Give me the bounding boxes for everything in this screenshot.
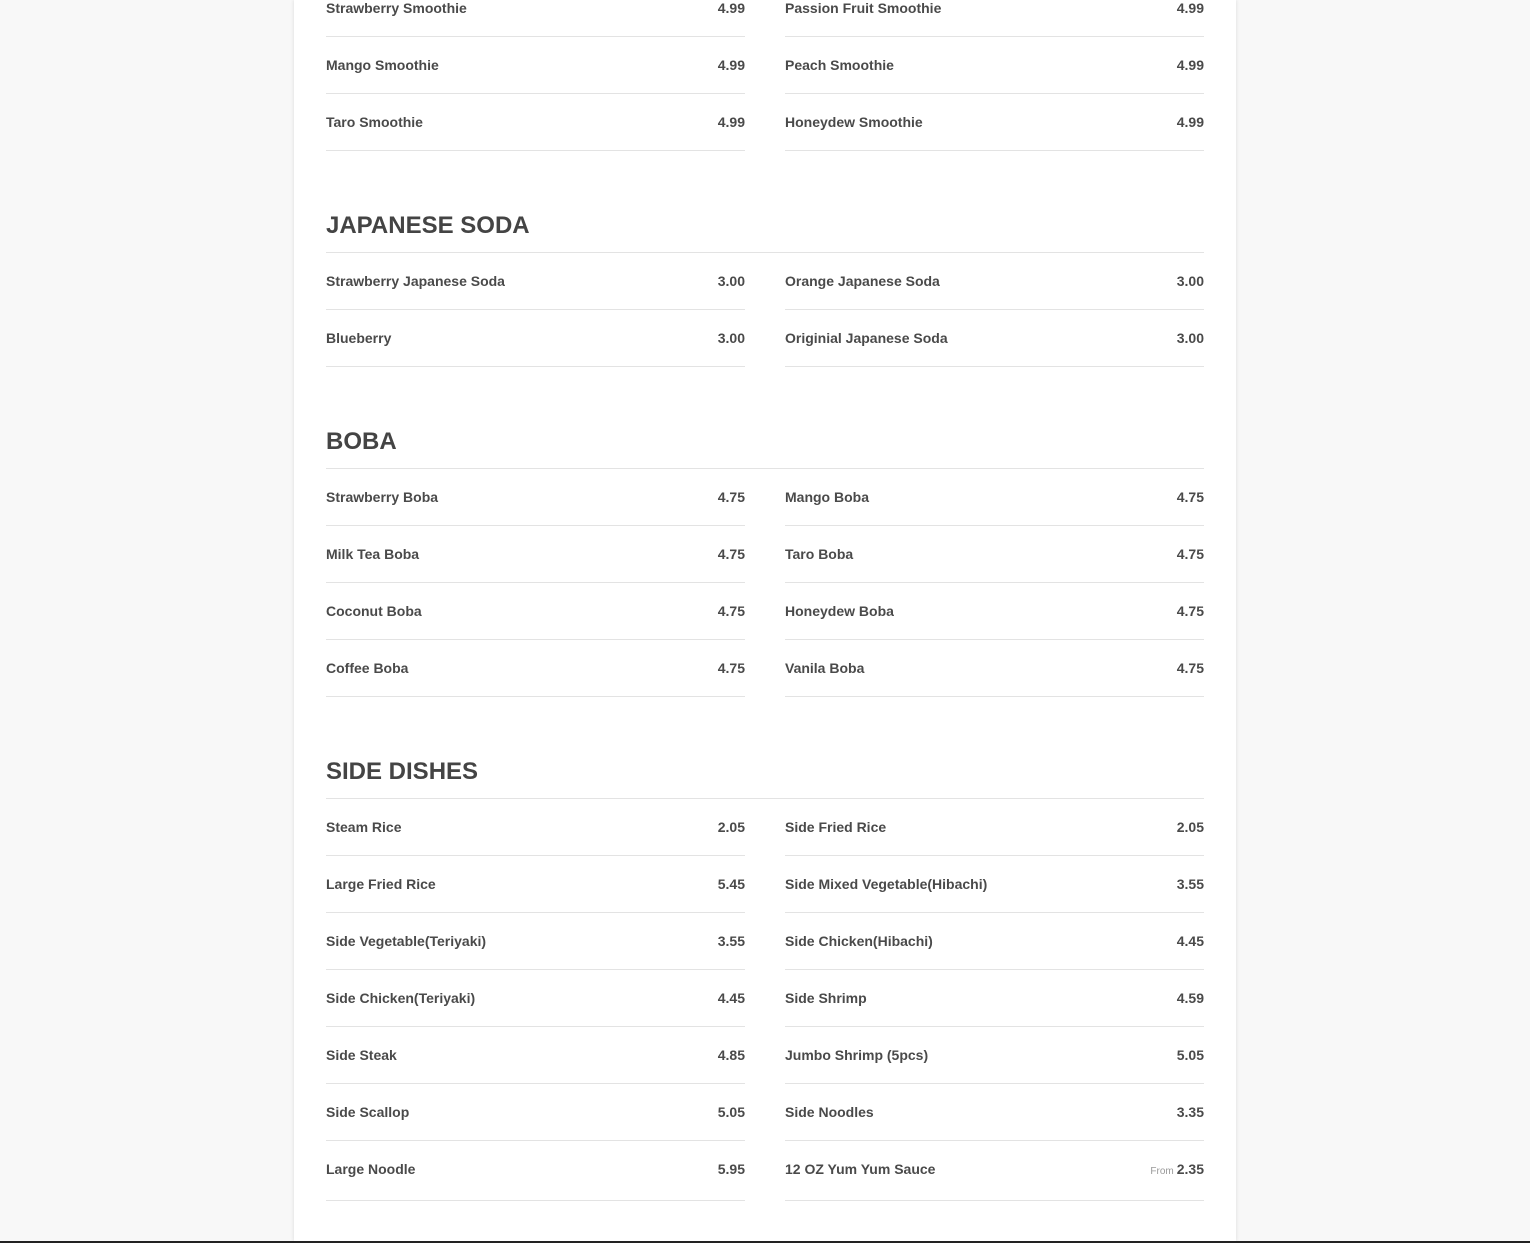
menu-item[interactable] — [785, 1027, 1204, 1084]
item-price: 4.45 — [1176, 933, 1204, 949]
item-price: 3.00 — [717, 273, 745, 289]
menu-item[interactable] — [326, 1027, 745, 1084]
boba-left-column — [326, 469, 745, 697]
item-name: Mango Smoothie — [326, 57, 439, 73]
menu-item[interactable] — [785, 1084, 1204, 1141]
item-price: 2.05 — [1176, 819, 1204, 835]
item-price: 4.99 — [1176, 57, 1204, 73]
item-name: Jumbo Shrimp (5pcs) — [785, 1047, 929, 1063]
menu-item[interactable] — [785, 526, 1204, 583]
boba-right-column — [785, 469, 1204, 697]
item-price: 4.75 — [1176, 603, 1204, 619]
item-name: Side Steak — [326, 1047, 397, 1063]
menu-item[interactable] — [326, 799, 745, 856]
item-price: 3.00 — [1176, 330, 1204, 346]
side-dishes-left-column — [326, 799, 745, 1201]
price-prefix: From — [1150, 1166, 1174, 1177]
item-name: Coconut Boba — [326, 603, 422, 619]
menu-item[interactable] — [785, 856, 1204, 913]
item-name: Strawberry Smoothie — [326, 0, 467, 16]
section-title: BOBA — [326, 428, 397, 455]
item-price — [1150, 1162, 1204, 1177]
menu-item[interactable] — [326, 640, 745, 697]
item-price: 4.75 — [1176, 546, 1204, 562]
section-title: JAPANESE SODA — [326, 212, 530, 239]
menu-item[interactable] — [785, 1141, 1204, 1201]
item-name: Blueberry — [326, 330, 392, 346]
item-price: 3.00 — [717, 330, 745, 346]
item-name: Taro Boba — [785, 546, 854, 562]
menu-item[interactable] — [785, 253, 1204, 310]
item-price: 4.59 — [1176, 990, 1204, 1006]
item-name: Taro Smoothie — [326, 114, 423, 130]
japanese-soda-left-column — [326, 253, 745, 367]
item-name: Side Scallop — [326, 1104, 410, 1120]
item-price: 4.75 — [717, 603, 745, 619]
item-name: Passion Fruit Smoothie — [785, 0, 942, 16]
item-price: 4.75 — [1176, 660, 1204, 676]
item-price: 4.99 — [717, 57, 745, 73]
item-name: Steam Rice — [326, 819, 402, 835]
boba-section — [326, 430, 1204, 697]
smoothie-right-column — [785, 0, 1204, 151]
menu-item[interactable] — [326, 253, 745, 310]
item-name: Side Noodles — [785, 1104, 874, 1120]
item-name: Side Fried Rice — [785, 819, 887, 835]
item-price: 5.05 — [1176, 1047, 1204, 1063]
menu-item[interactable] — [785, 37, 1204, 94]
menu-item[interactable] — [326, 469, 745, 526]
menu-item[interactable] — [326, 94, 745, 151]
item-name: Side Vegetable(Teriyaki) — [326, 933, 487, 949]
item-name: Side Chicken(Teriyaki) — [326, 990, 476, 1006]
item-price: 3.55 — [1176, 876, 1204, 892]
item-price: 2.05 — [717, 819, 745, 835]
menu-item[interactable] — [785, 0, 1204, 37]
item-price: 4.75 — [717, 660, 745, 676]
item-price: 4.99 — [717, 0, 745, 16]
item-name: 12 OZ Yum Yum Sauce — [785, 1161, 936, 1177]
item-price: 5.05 — [717, 1104, 745, 1120]
item-price: 4.99 — [717, 114, 745, 130]
menu-item[interactable] — [785, 970, 1204, 1027]
section-title: SIDE DISHES — [326, 758, 479, 785]
item-name: Large Fried Rice — [326, 876, 436, 892]
menu-item[interactable] — [326, 1084, 745, 1141]
item-price: 4.75 — [717, 546, 745, 562]
item-name: Side Chicken(Hibachi) — [785, 933, 933, 949]
side-dishes-section — [326, 760, 1204, 1201]
smoothie-section — [326, 0, 1204, 151]
menu-item[interactable] — [326, 583, 745, 640]
menu-item[interactable] — [785, 469, 1204, 526]
item-price: 5.45 — [717, 876, 745, 892]
menu-item[interactable] — [326, 37, 745, 94]
item-name: Milk Tea Boba — [326, 546, 420, 562]
side-dishes-right-column — [785, 799, 1204, 1201]
item-name: Side Mixed Vegetable(Hibachi) — [785, 876, 988, 892]
price-value: 2.35 — [1176, 1161, 1204, 1177]
menu-item[interactable] — [326, 913, 745, 970]
menu-item[interactable] — [326, 1141, 745, 1201]
menu-item[interactable] — [326, 526, 745, 583]
item-price: 3.00 — [1176, 273, 1204, 289]
menu-item[interactable] — [326, 970, 745, 1027]
item-price: 4.75 — [1176, 489, 1204, 505]
item-name: Honeydew Boba — [785, 603, 894, 619]
menu-item[interactable] — [785, 799, 1204, 856]
item-price: 3.55 — [717, 933, 745, 949]
menu-item[interactable] — [785, 913, 1204, 970]
japanese-soda-right-column — [785, 253, 1204, 367]
item-name: Side Shrimp — [785, 990, 867, 1006]
item-name: Vanila Boba — [785, 660, 865, 676]
item-name: Coffee Boba — [326, 660, 409, 676]
menu-item[interactable] — [785, 583, 1204, 640]
item-price: 4.99 — [1176, 114, 1204, 130]
item-name: Strawberry Boba — [326, 489, 439, 505]
menu-item[interactable] — [326, 856, 745, 913]
item-name: Orange Japanese Soda — [785, 273, 940, 289]
item-price: 3.35 — [1176, 1104, 1204, 1120]
item-price: 4.85 — [717, 1047, 745, 1063]
menu-content — [326, 0, 1204, 1201]
menu-item[interactable] — [326, 0, 745, 37]
menu-page — [294, 0, 1236, 1241]
item-price: 4.45 — [717, 990, 745, 1006]
item-price: 4.75 — [717, 489, 745, 505]
item-name: Large Noodle — [326, 1161, 416, 1177]
item-price: 5.95 — [717, 1161, 745, 1177]
item-name: Honeydew Smoothie — [785, 114, 923, 130]
smoothie-left-column — [326, 0, 745, 151]
japanese-soda-section — [326, 214, 1204, 367]
menu-item[interactable] — [785, 310, 1204, 367]
item-name: Strawberry Japanese Soda — [326, 273, 505, 289]
item-name: Originial Japanese Soda — [785, 330, 948, 346]
menu-item[interactable] — [326, 310, 745, 367]
item-name: Mango Boba — [785, 489, 869, 505]
menu-item[interactable] — [785, 640, 1204, 697]
item-price: 4.99 — [1176, 0, 1204, 16]
menu-item[interactable] — [785, 94, 1204, 151]
item-name: Peach Smoothie — [785, 57, 894, 73]
